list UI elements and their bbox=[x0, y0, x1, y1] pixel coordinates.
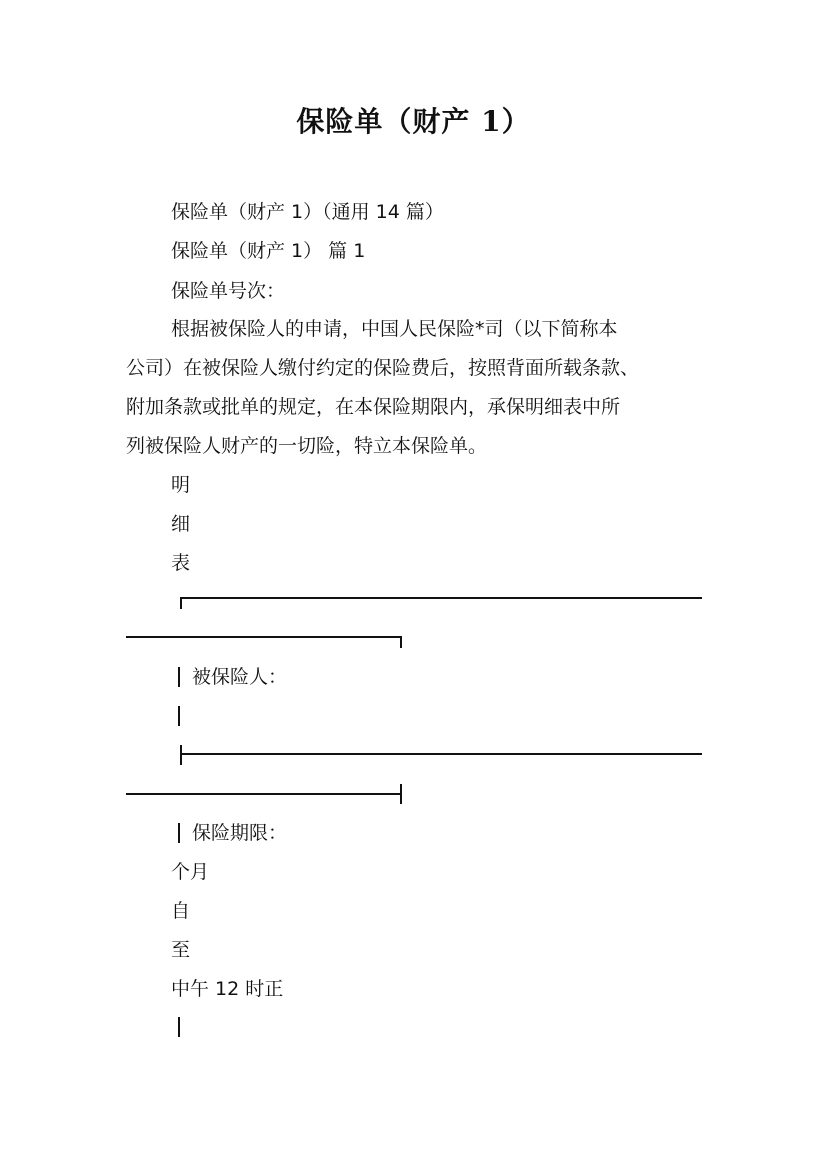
document-title: 保险单（财产 1） bbox=[296, 105, 531, 138]
section-heading: 保险单（财产 1） 篇 1 bbox=[171, 240, 366, 262]
to-text: 至 bbox=[171, 939, 191, 961]
box-top-right-tick bbox=[400, 636, 402, 648]
schedule-heading-char-3: 表 bbox=[171, 552, 191, 574]
row-left-border bbox=[178, 823, 180, 843]
schedule-heading-char-2: 细 bbox=[171, 513, 191, 535]
noon-text: 中午 12 时正 bbox=[171, 978, 284, 1000]
schedule-heading-char-1: 明 bbox=[171, 474, 191, 496]
box-mid-rule bbox=[180, 753, 702, 755]
row-left-border bbox=[178, 706, 180, 726]
policy-number-label: 保险单号次： bbox=[171, 280, 286, 302]
period-label: 保险期限： bbox=[192, 822, 288, 844]
box-mid-right-tick bbox=[400, 784, 402, 804]
from-text: 自 bbox=[171, 900, 191, 922]
box-top-rule bbox=[180, 597, 702, 599]
paragraph-line-2: 公司）在被保险人缴付约定的保险费后，按照背面所载条款、 bbox=[126, 357, 640, 379]
row-left-border bbox=[178, 1017, 180, 1037]
months-text: 个月 bbox=[171, 861, 210, 883]
paragraph-line-1: 根据被保险人的申请，中国人民保险*司（以下简称本 bbox=[171, 318, 618, 340]
paragraph-line-4: 列被保险人财产的一切险，特立本保险单。 bbox=[126, 435, 488, 457]
row-left-border bbox=[178, 667, 180, 687]
box-mid-rule-continued bbox=[126, 793, 402, 795]
subtitle-line: 保险单（财产 1）（通用 14 篇） bbox=[171, 201, 444, 223]
box-mid-left-tick bbox=[180, 745, 182, 765]
paragraph-line-3: 附加条款或批单的规定，在本保险期限内，承保明细表中所 bbox=[126, 396, 621, 418]
box-top-rule-continued bbox=[126, 636, 402, 638]
insured-label: 被保险人： bbox=[192, 666, 288, 688]
